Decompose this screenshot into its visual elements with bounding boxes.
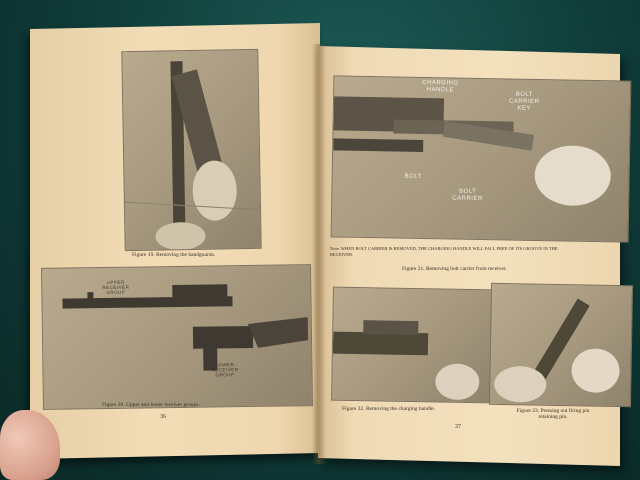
rifle-upright-illustration: [122, 50, 260, 250]
open-manual: [30, 20, 630, 470]
figure-22-caption: Figure 22. Removing the charging handle.: [342, 406, 435, 412]
bolt-label: BOLT: [404, 173, 422, 180]
book-gutter: [312, 44, 326, 464]
page-number-left: 36: [160, 414, 166, 420]
page-number-right: 37: [455, 424, 461, 430]
firing-pin-illustration: [490, 284, 632, 406]
figure-21-note: Note. WHEN BOLT CARRIER IS REMOVED, THE CHARGING HANDLE WILL FALL FREE OF ITS GROOVE IN THE RECEIVER.: [330, 246, 558, 257]
figure-22-photo: [331, 287, 493, 404]
figure-21-caption: Figure 21. Removing bolt carrier from receiver.: [402, 266, 507, 272]
figure-21-photo: [331, 75, 632, 242]
figure-20-caption: Figure 20. Upper and lower receiver groups.: [102, 402, 200, 408]
receiver-groups-illustration: [42, 265, 312, 409]
figure-23-caption: Figure 23. Pressing out firing pin retaining pin.: [516, 408, 590, 420]
lower-receiver-group-label: LOWER RECEIVER GROUP: [211, 362, 239, 378]
charging-handle-label: CHARGING HANDLE: [422, 79, 459, 94]
figure-23-photo: [489, 283, 633, 407]
bolt-carrier-key-label: BOLT CARRIER KEY: [508, 91, 540, 112]
figure-19-caption: Figure 19. Removing the handguards.: [132, 252, 216, 258]
figure-20-photo: [41, 264, 313, 410]
bolt-carrier-label: BOLT CARRIER: [452, 188, 483, 203]
figure-19-photo: [121, 49, 261, 251]
upper-receiver-group-label: UPPER RECEIVER GROUP: [102, 279, 130, 295]
charging-handle-illustration: [332, 288, 492, 403]
bolt-carrier-removal-illustration: [332, 76, 631, 241]
